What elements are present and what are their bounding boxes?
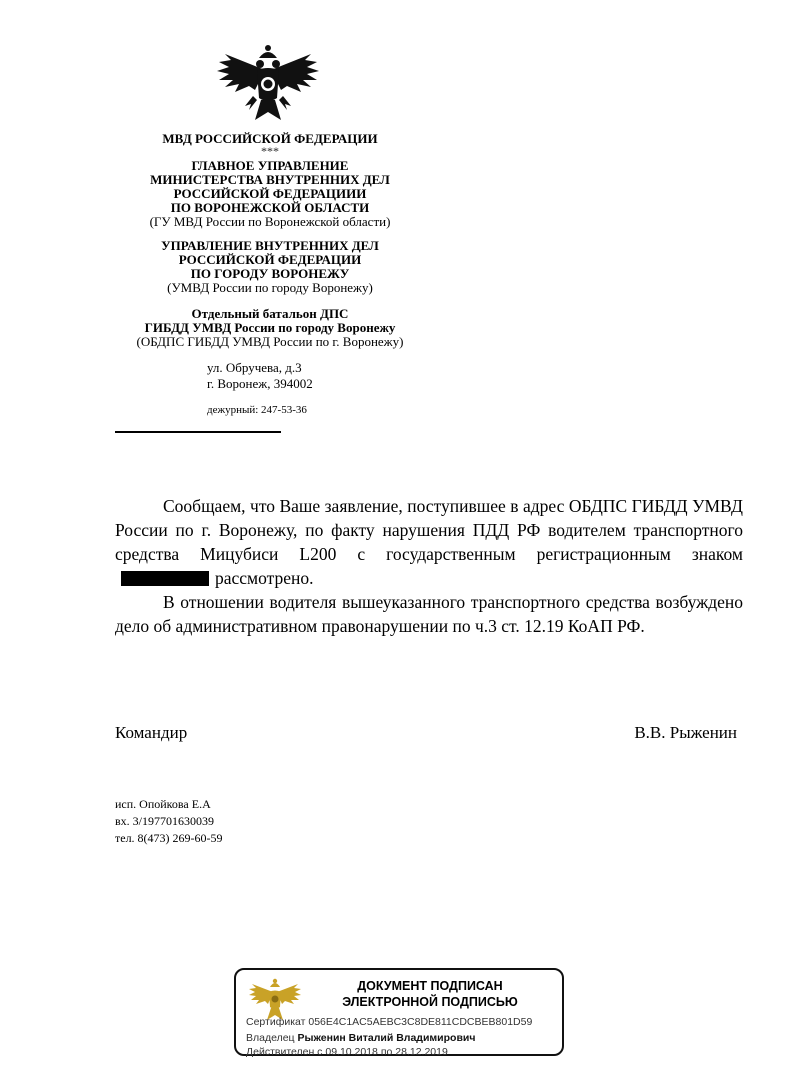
e-signature-stamp	[234, 968, 564, 1056]
stamp-title-line1: ДОКУМЕНТ ПОДПИСАН	[357, 979, 503, 993]
stamp-cert-label: Сертификат	[246, 1016, 306, 1028]
address-city: г. Воронеж, 394002	[207, 376, 313, 391]
signatory-position: Командир	[115, 723, 188, 742]
ministry-title: МВД РОССИЙСКОЙ ФЕДЕРАЦИИ	[162, 131, 378, 146]
stamp-owner-value: Рыженин Виталий Владимирович	[297, 1032, 476, 1044]
stamp-validity: Действителен с 09.10.2018 по 28.12.2019	[246, 1046, 448, 1058]
stamp-cert-value: 056E4C1AC5AEBC3C8DE811CDCBEB801D59	[308, 1016, 533, 1028]
battalion-line2: ГИБДД УМВД России по городу Воронежу	[144, 320, 396, 335]
body-paragraph-1	[115, 494, 743, 590]
executor-name: исп. Опойкова Е.А	[115, 797, 211, 811]
ministry-stars: ***	[261, 144, 279, 158]
letterhead	[110, 132, 430, 349]
stamp-title	[302, 978, 558, 1010]
executor-incoming: вх. 3/197701630039	[115, 814, 214, 828]
city-dept-line2: РОССИЙСКОЙ ФЕДЕРАЦИИ	[178, 252, 362, 267]
redacted-plate-number	[121, 571, 209, 586]
stamp-title-line2: ЭЛЕКТРОННОЙ ПОДПИСЬЮ	[342, 995, 518, 1009]
address-street: ул. Обручева, д.3	[207, 360, 302, 375]
body-paragraph-1-end: рассмотрено.	[215, 568, 314, 588]
body-paragraph-2: В отношении водителя вышеуказанного транспортного средства возбуждено дело об административном правонарушении по ч.3 ст. 12.19 КоАП РФ.	[115, 592, 743, 636]
battalion-short: (ОБДПС ГИБДД УМВД России по г. Воронежу)	[136, 334, 404, 349]
duty-phone: дежурный: 247-53-36	[207, 404, 307, 416]
address-block	[207, 360, 313, 392]
executor-phone: тел. 8(473) 269-60-59	[115, 831, 223, 845]
stamp-owner	[246, 1032, 475, 1044]
stamp-certificate	[246, 1016, 532, 1028]
letter-body	[115, 494, 743, 638]
mvd-eagle-emblem-icon	[215, 40, 321, 130]
executor-block	[115, 796, 223, 847]
main-dept-line1: ГЛАВНОЕ УПРАВЛЕНИЕ	[191, 158, 349, 173]
header-divider	[115, 431, 281, 433]
signatory-name: В.В. Рыженин	[634, 723, 737, 742]
battalion-line1: Отдельный батальон ДПС	[191, 306, 349, 321]
body-paragraph-1-text: Сообщаем, что Ваше заявление, поступившее в адрес ОБДПС ГИБДД УМВД России по г. Воронежу, по факту нарушения ПДД РФ водителем транспортного средства Мицубиси L200 с государственным регистрационным знаком	[115, 496, 743, 564]
city-dept-line1: УПРАВЛЕНИЕ ВНУТРЕННИХ ДЕЛ	[161, 238, 379, 253]
main-dept-line3: РОССИЙСКОЙ ФЕДЕРАЦИИИ	[173, 186, 367, 201]
main-dept-line2: МИНИСТЕРСТВА ВНУТРЕННИХ ДЕЛ	[150, 172, 390, 187]
city-dept-line3: ПО ГОРОДУ ВОРОНЕЖУ	[190, 266, 350, 281]
city-dept-short: (УМВД России по городу Воронежу)	[167, 280, 373, 295]
main-dept-short: (ГУ МВД России по Воронежской области)	[149, 214, 391, 229]
stamp-owner-label: Владелец	[246, 1032, 295, 1044]
main-dept-line4: ПО ВОРОНЕЖСКОЙ ОБЛАСТИ	[170, 200, 370, 215]
